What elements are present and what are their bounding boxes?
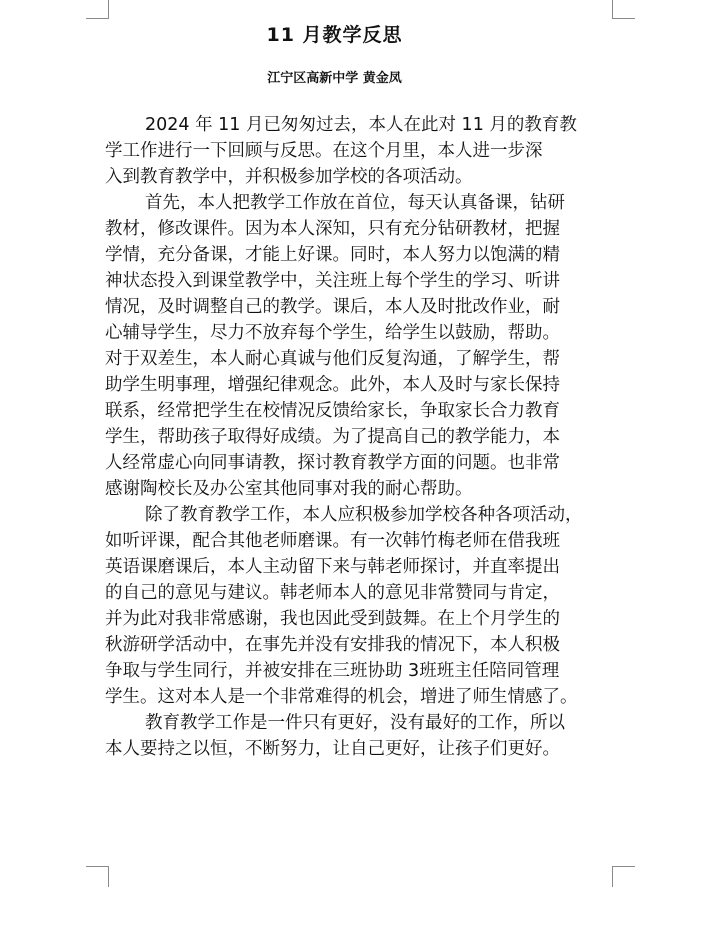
text-line: 学情，充分备课，才能上好课。同时，本人努力以饱满的精 bbox=[105, 245, 560, 265]
text-line: 英语课磨课后，本人主动留下来与韩老师探讨，并直率提出 bbox=[105, 557, 560, 577]
text-line: 教材，修改课件。因为本人深知，只有充分钻研教材，把握 bbox=[105, 219, 560, 239]
text-line: 心辅导学生，尽力不放弃每个学生，给学生以鼓励，帮助。 bbox=[105, 323, 560, 343]
text-line: 助学生明事理，增强纪律观念。此外，本人及时与家长保持 bbox=[105, 375, 560, 395]
text-line: 情况，及时调整自己的教学。课后，本人及时批改作业，耐 bbox=[105, 297, 560, 317]
text-line: 入到教育教学中，并积极参加学校的各项活动。 bbox=[105, 167, 473, 187]
crop-mark-bottom-left bbox=[86, 866, 109, 887]
body-text bbox=[105, 112, 625, 762]
text-line: 教育教学工作是一件只有更好，没有最好的工作，所以 bbox=[145, 713, 565, 733]
text-line: 2024 年 11 月已匆匆过去，本人在此对 11 月的教育教 bbox=[145, 115, 577, 135]
crop-mark-top-right bbox=[612, 0, 635, 19]
author-byline: 江宁区高新中学 黄金凤 bbox=[267, 71, 402, 86]
crop-mark-top-left bbox=[86, 0, 109, 19]
text-line: 学生。这对本人是一个非常难得的机会，增进了师生情感了。 bbox=[105, 687, 578, 707]
text-line: 学生，帮助孩子取得好成绩。为了提高自己的教学能力，本 bbox=[105, 427, 560, 447]
text-line: 感谢陶校长及办公室其他同事对我的耐心帮助。 bbox=[105, 479, 473, 499]
text-line: 人经常虚心向同事请教，探讨教育教学方面的问题。也非常 bbox=[105, 453, 560, 473]
text-line: 神状态投入到课堂教学中，关注班上每个学生的学习、听讲 bbox=[105, 271, 560, 291]
text-line: 秋游研学活动中，在事先并没有安排我的情况下，本人积极 bbox=[105, 635, 560, 655]
text-line: 本人要持之以恒，不断努力，让自己更好，让孩子们更好。 bbox=[105, 739, 560, 759]
text-line: 如听评课，配合其他老师磨课。有一次韩竹梅老师在借我班 bbox=[105, 531, 560, 551]
text-line: 学工作进行一下回顾与反思。在这个月里，本人进一步深 bbox=[105, 141, 543, 161]
page-title: 11 月教学反思 bbox=[266, 24, 403, 46]
text-line: 对于双差生，本人耐心真诚与他们反复沟通，了解学生，帮 bbox=[105, 349, 560, 369]
text-line: 首先，本人把教学工作放在首位，每天认真备课，钻研 bbox=[145, 193, 565, 213]
text-line: 的自己的意见与建议。韩老师本人的意见非常赞同与肯定， bbox=[105, 583, 560, 603]
text-line: 并为此对我非常感谢，我也因此受到鼓舞。在上个月学生的 bbox=[105, 609, 560, 629]
text-line: 除了教育教学工作，本人应积极参加学校各种各项活动， bbox=[145, 505, 583, 525]
text-line: 联系，经常把学生在校情况反馈给家长，争取家长合力教育 bbox=[105, 401, 560, 421]
crop-mark-bottom-right bbox=[612, 866, 635, 887]
text-line: 争取与学生同行，并被安排在三班协助 3班班主任陪同管理 bbox=[105, 661, 560, 681]
